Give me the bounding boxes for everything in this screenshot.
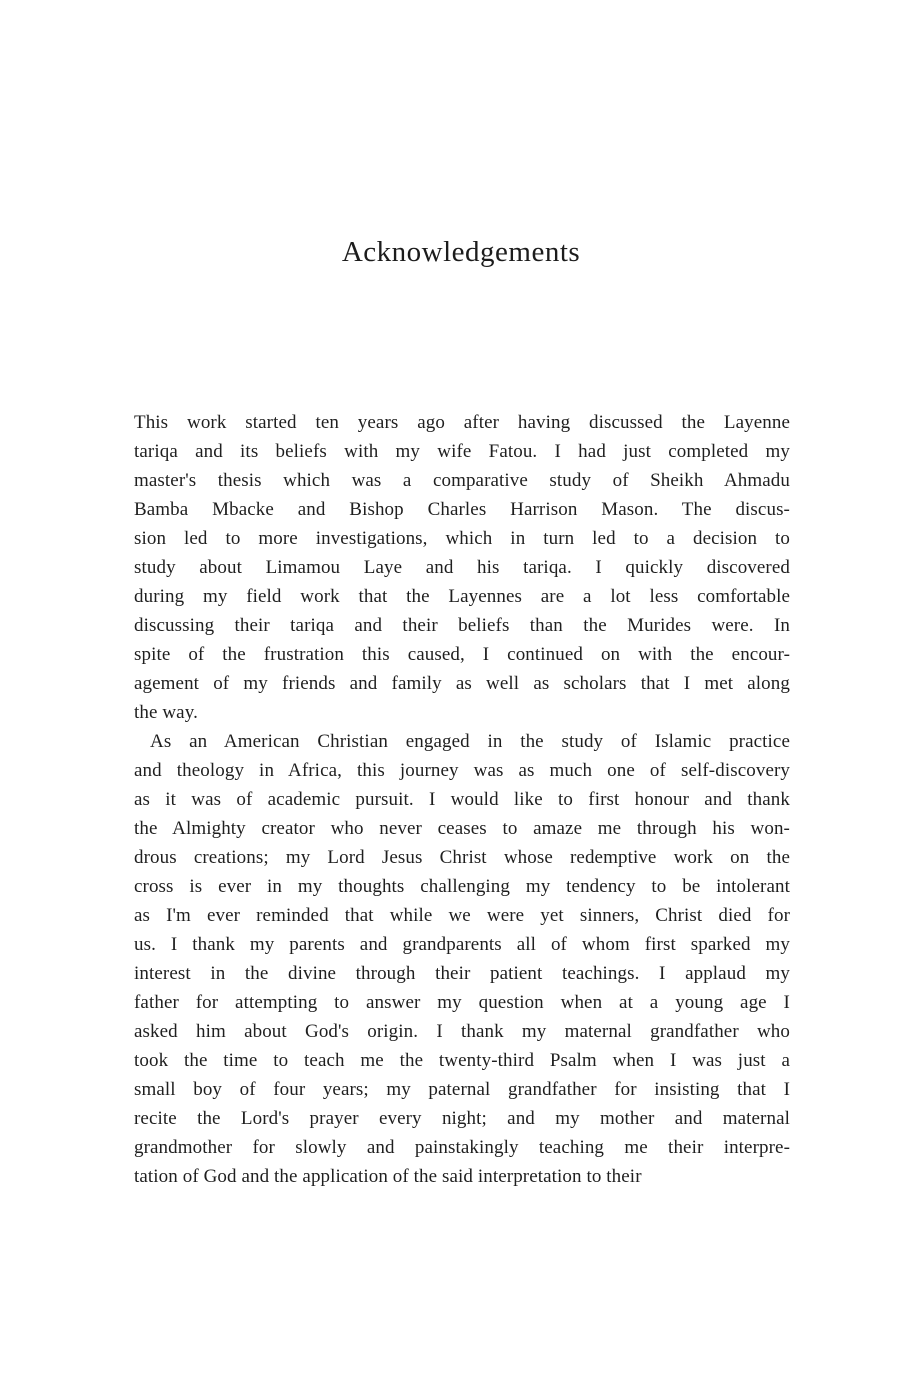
paragraph	[134, 727, 790, 1191]
text-line: small boy of four years; my paternal grandfather for insisting that I	[134, 1079, 790, 1100]
text-line: drous creations; my Lord Jesus Christ whose redemptive work on the	[134, 847, 790, 868]
text-line: agement of my friends and family as well as scholars that I met along	[134, 673, 790, 694]
text-line: us. I thank my parents and grandparents all of whom first sparked my	[134, 934, 790, 955]
text-line: as it was of academic pursuit. I would like to first honour and thank	[134, 789, 790, 810]
text-line: father for attempting to answer my question when at a young age I	[134, 992, 790, 1013]
text-line: tation of God and the application of the said interpretation to their	[134, 1166, 642, 1187]
text-line: during my field work that the Layennes are a lot less comfortable	[134, 586, 790, 607]
text-line: as I'm ever reminded that while we were yet sinners, Christ died for	[134, 905, 790, 926]
text-line: the way.	[134, 702, 198, 723]
body-text	[134, 408, 790, 1191]
text-line: grandmother for slowly and painstakingly teaching me their interpre-	[134, 1137, 790, 1158]
text-line: discussing their tariqa and their beliefs than the Murides were. In	[134, 615, 790, 636]
text-line: and theology in Africa, this journey was as much one of self-discovery	[134, 760, 790, 781]
text-line: asked him about God's origin. I thank my maternal grandfather who	[134, 1021, 790, 1042]
text-line: cross is ever in my thoughts challenging my tendency to be intolerant	[134, 876, 790, 897]
text-line: study about Limamou Laye and his tariqa. I quickly discovered	[134, 557, 790, 578]
text-line: sion led to more investigations, which in turn led to a decision to	[134, 528, 790, 549]
text-line: recite the Lord's prayer every night; and my mother and maternal	[134, 1108, 790, 1129]
text-line: interest in the divine through their patient teachings. I applaud my	[134, 963, 790, 984]
text-line: the Almighty creator who never ceases to amaze me through his won-	[134, 818, 790, 839]
paragraph	[134, 408, 790, 727]
text-line: This work started ten years ago after having discussed the Layenne	[134, 412, 790, 433]
text-line: tariqa and its beliefs with my wife Fatou. I had just completed my	[134, 441, 790, 462]
text-line: As an American Christian engaged in the study of Islamic practice	[150, 731, 790, 752]
chapter-title: Acknowledgements	[341, 236, 581, 268]
text-line: spite of the frustration this caused, I continued on with the encour-	[134, 644, 790, 665]
text-line: master's thesis which was a comparative study of Sheikh Ahmadu	[134, 470, 790, 491]
text-line: took the time to teach me the twenty-third Psalm when I was just a	[134, 1050, 790, 1071]
text-line: Bamba Mbacke and Bishop Charles Harrison Mason. The discus-	[134, 499, 790, 520]
